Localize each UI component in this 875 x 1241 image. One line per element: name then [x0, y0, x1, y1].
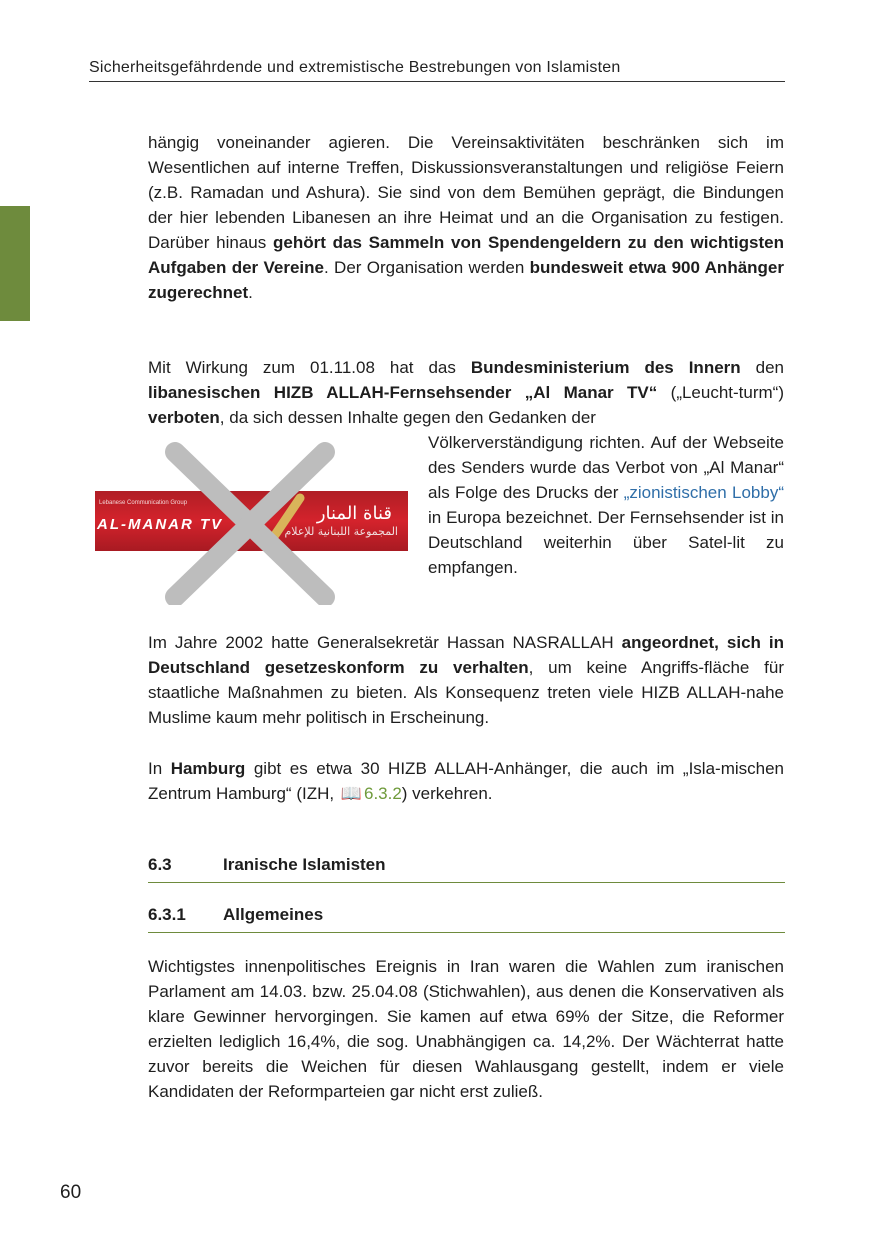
section-number: 6.3.1 — [148, 905, 186, 924]
text-span: . — [248, 283, 253, 302]
page-number: 60 — [60, 1182, 82, 1203]
text-span: . Der Organisation werden — [324, 258, 530, 277]
chapter-tab-marker — [0, 206, 30, 321]
section-number: 6.3 — [148, 855, 172, 874]
text-span: hängig voneinander agieren. Die Vereinsaktivitäten beschränken sich im Wesentlichen auf interne Treffen, Diskussionsveranstaltungen und religiöse Feiern (z.B. Ramadan und Ashura). Sie sind von dem Bemühen geprägt, die Bindungen der hier lebenden Libanesen an ihre Heimat und an die Organisation zu festigen. Darüber hinaus — [148, 133, 784, 252]
cross-out-icon — [95, 440, 408, 605]
paragraph-1 — [148, 130, 784, 305]
paragraph-3 — [148, 630, 784, 730]
section-heading-6-3-1 — [148, 903, 785, 933]
section-heading-6-3 — [148, 853, 785, 883]
wrapped-text-column — [428, 430, 784, 580]
banner-arabic-top: المجموعة اللبنانية للإعلام — [284, 525, 398, 538]
text-span: In — [148, 759, 171, 778]
running-title: Sicherheitsgefährdende und extremistische Bestrebungen von Islamisten — [89, 59, 621, 76]
cross-reference-link[interactable]: 6.3.2 — [363, 784, 402, 803]
paragraph-4 — [148, 756, 784, 806]
text-span: gibt es etwa 30 HIZB ALLAH-Anhänger, die auch im „Isla-mischen Zentrum Hamburg“ (IZH, — [148, 759, 785, 803]
text-span: , um keine Angriffs-fläche für staatliche Maßnahmen zu bieten. Als Konsequenz treten viele HIZB ALLAH-nahe Muslime kaum mehr politisch in Erscheinung. — [148, 658, 785, 727]
header-rule — [89, 81, 785, 82]
paragraph-5: Wichtigstes innenpolitisches Ereignis in Iran waren die Wahlen zum iranischen Parlament am 14.03. bzw. 25.04.08 (Stichwahlen), aus denen die Konservativen als klare Gewinner hervorgingen. Sie kamen auf etwa 69% der Sitze, die Reformer erzielten lediglich 16,4%, die sog. Unabhängigen ca. 14,2%. Der Wächterrat hatte zuvor bereits die Weichen für diesen Wahlausgang gestellt, indem er viele Kandidaten der Reformparteien gar nicht erst zuließ. — [148, 957, 784, 1101]
text-span: Völkerverständigung richten. Auf der Webseite des Senders wurde das Verbot von „Al Manar“ als Folge des Drucks der — [428, 433, 784, 502]
bold-span: gehört das Sammeln von Spendengeldern zu den wichtigsten Aufgaben der Vereine — [148, 233, 784, 277]
text-span: Im Jahre 2002 hatte Generalsekretär Hassan NASRALLAH — [148, 633, 622, 652]
section-title: Allgemeines — [223, 905, 324, 924]
bold-span: verboten — [148, 408, 220, 427]
banner-small-text: Lebanese Communication Group — [99, 500, 188, 506]
text-span: den — [740, 358, 784, 377]
bold-span: Bundesministerium des Innern — [470, 358, 741, 377]
bold-span: libanesischen HIZB ALLAH-Fernsehsender „Al Manar TV“ — [148, 383, 658, 402]
al-manar-logo-crossed — [95, 440, 408, 605]
bold-span: bundesweit etwa 900 Anhänger zugerechnet — [148, 258, 784, 302]
banner-arabic-main: قناة المنار — [316, 503, 392, 524]
text-span: („Leucht-turm“) — [657, 383, 785, 402]
text-span: in Europa bezeichnet. Der Fernsehsender ist in Deutschland weiterhin über Satel-lit zu empfangen. — [428, 508, 784, 577]
banner-name: AL-MANAR TV — [97, 516, 224, 533]
text-span: ) verkehren. — [401, 784, 493, 803]
text-span: Mit Wirkung zum 01.11.08 hat das — [148, 358, 471, 377]
text-span: , da sich dessen Inhalte gegen den Gedanken der — [219, 408, 596, 427]
section-title: Iranische Islamisten — [223, 855, 386, 874]
book-icon: 📖 — [340, 784, 362, 803]
zionist-lobby-link[interactable]: „zionistischen Lobby“ — [623, 483, 784, 502]
bold-span: Hamburg — [170, 759, 246, 778]
bold-span: angeordnet, sich in Deutschland gesetzeskonform zu verhalten — [148, 633, 784, 677]
